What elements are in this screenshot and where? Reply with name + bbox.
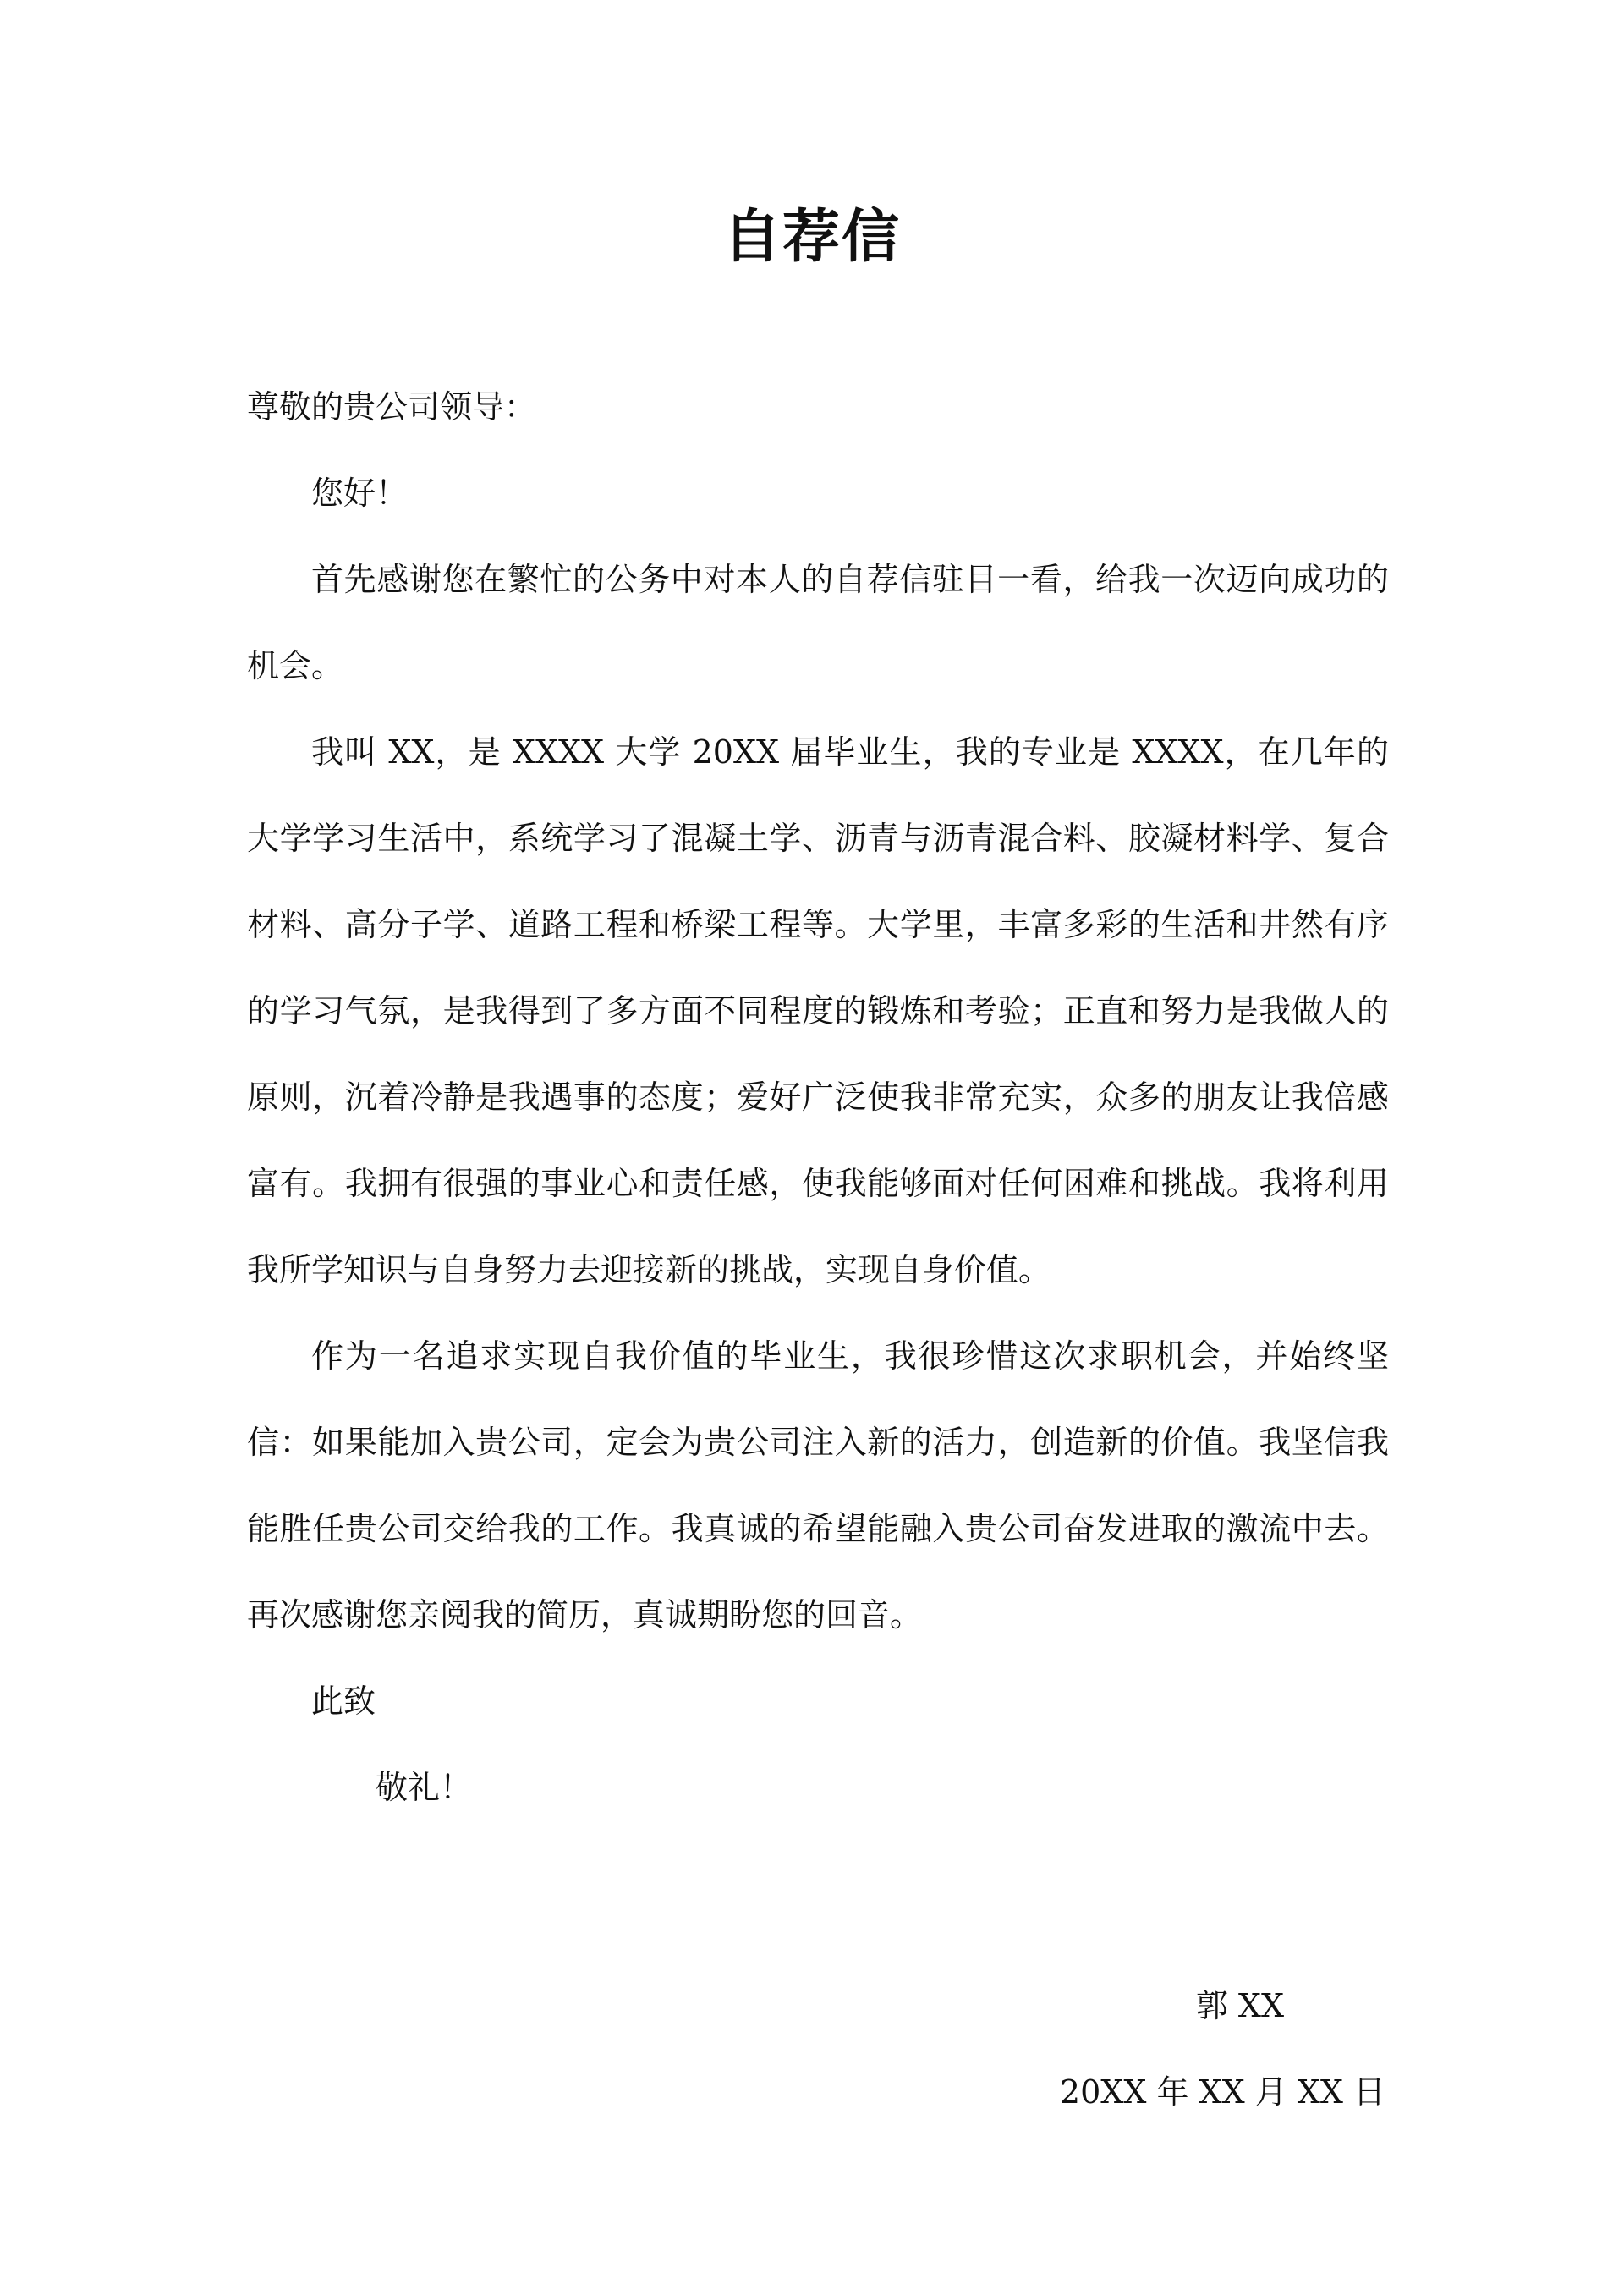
closing-line: 此致 [311,1683,376,1720]
greeting: 尊敬的贵公司领导： [247,388,537,426]
signature-block [1060,1963,1385,2135]
page-title: 自荐信 [722,204,901,271]
letter-body [247,364,1389,1831]
paragraph-aspiration: 作为一名追求实现自我价值的毕业生，我很珍惜这次求职机会，并始终坚信：如果能加入贵公司，定会为贵公司注入新的活力，创造新的价值。我坚信我能胜任贵公司交给我的工作。我真诚的希望能融入贵公司奋发进取的激流中去。再次感谢您亲阅我的简历，真诚期盼您的回音。 [247,1337,1389,1633]
signature-name: 郭 XX [1195,1987,1284,2024]
regards-line: 敬礼！ [376,1769,473,1806]
paragraph-background: 我叫 XX，是 XXXX 大学 20XX 届毕业生，我的专业是 XXXX，在几年的大学学习生活中，系统学习了混凝土学、沥青与沥青混合料、胶凝材料学、复合材料、高分子学、道路工程和桥梁工程等。大学里，丰富多彩的生活和井然有序的学习气氛，是我得到了多方面不同程度的锻炼和考验；正直和努力是我做人的原则，沉着冷静是我遇事的态度；爱好广泛使我非常充实，众多的朋友让我倍感富有。我拥有很强的事业心和责任感，使我能够面对任何困难和挑战。我将利用我所学知识与自身努力去迎接新的挑战，实现自身价值。 [247,733,1389,1288]
hello-line: 您好！ [311,475,409,512]
paragraph-intro: 首先感谢您在繁忙的公务中对本人的自荐信驻目一看，给我一次迈向成功的机会。 [247,561,1389,684]
signature-date: 20XX 年 XX 月 XX 日 [1059,2073,1385,2111]
